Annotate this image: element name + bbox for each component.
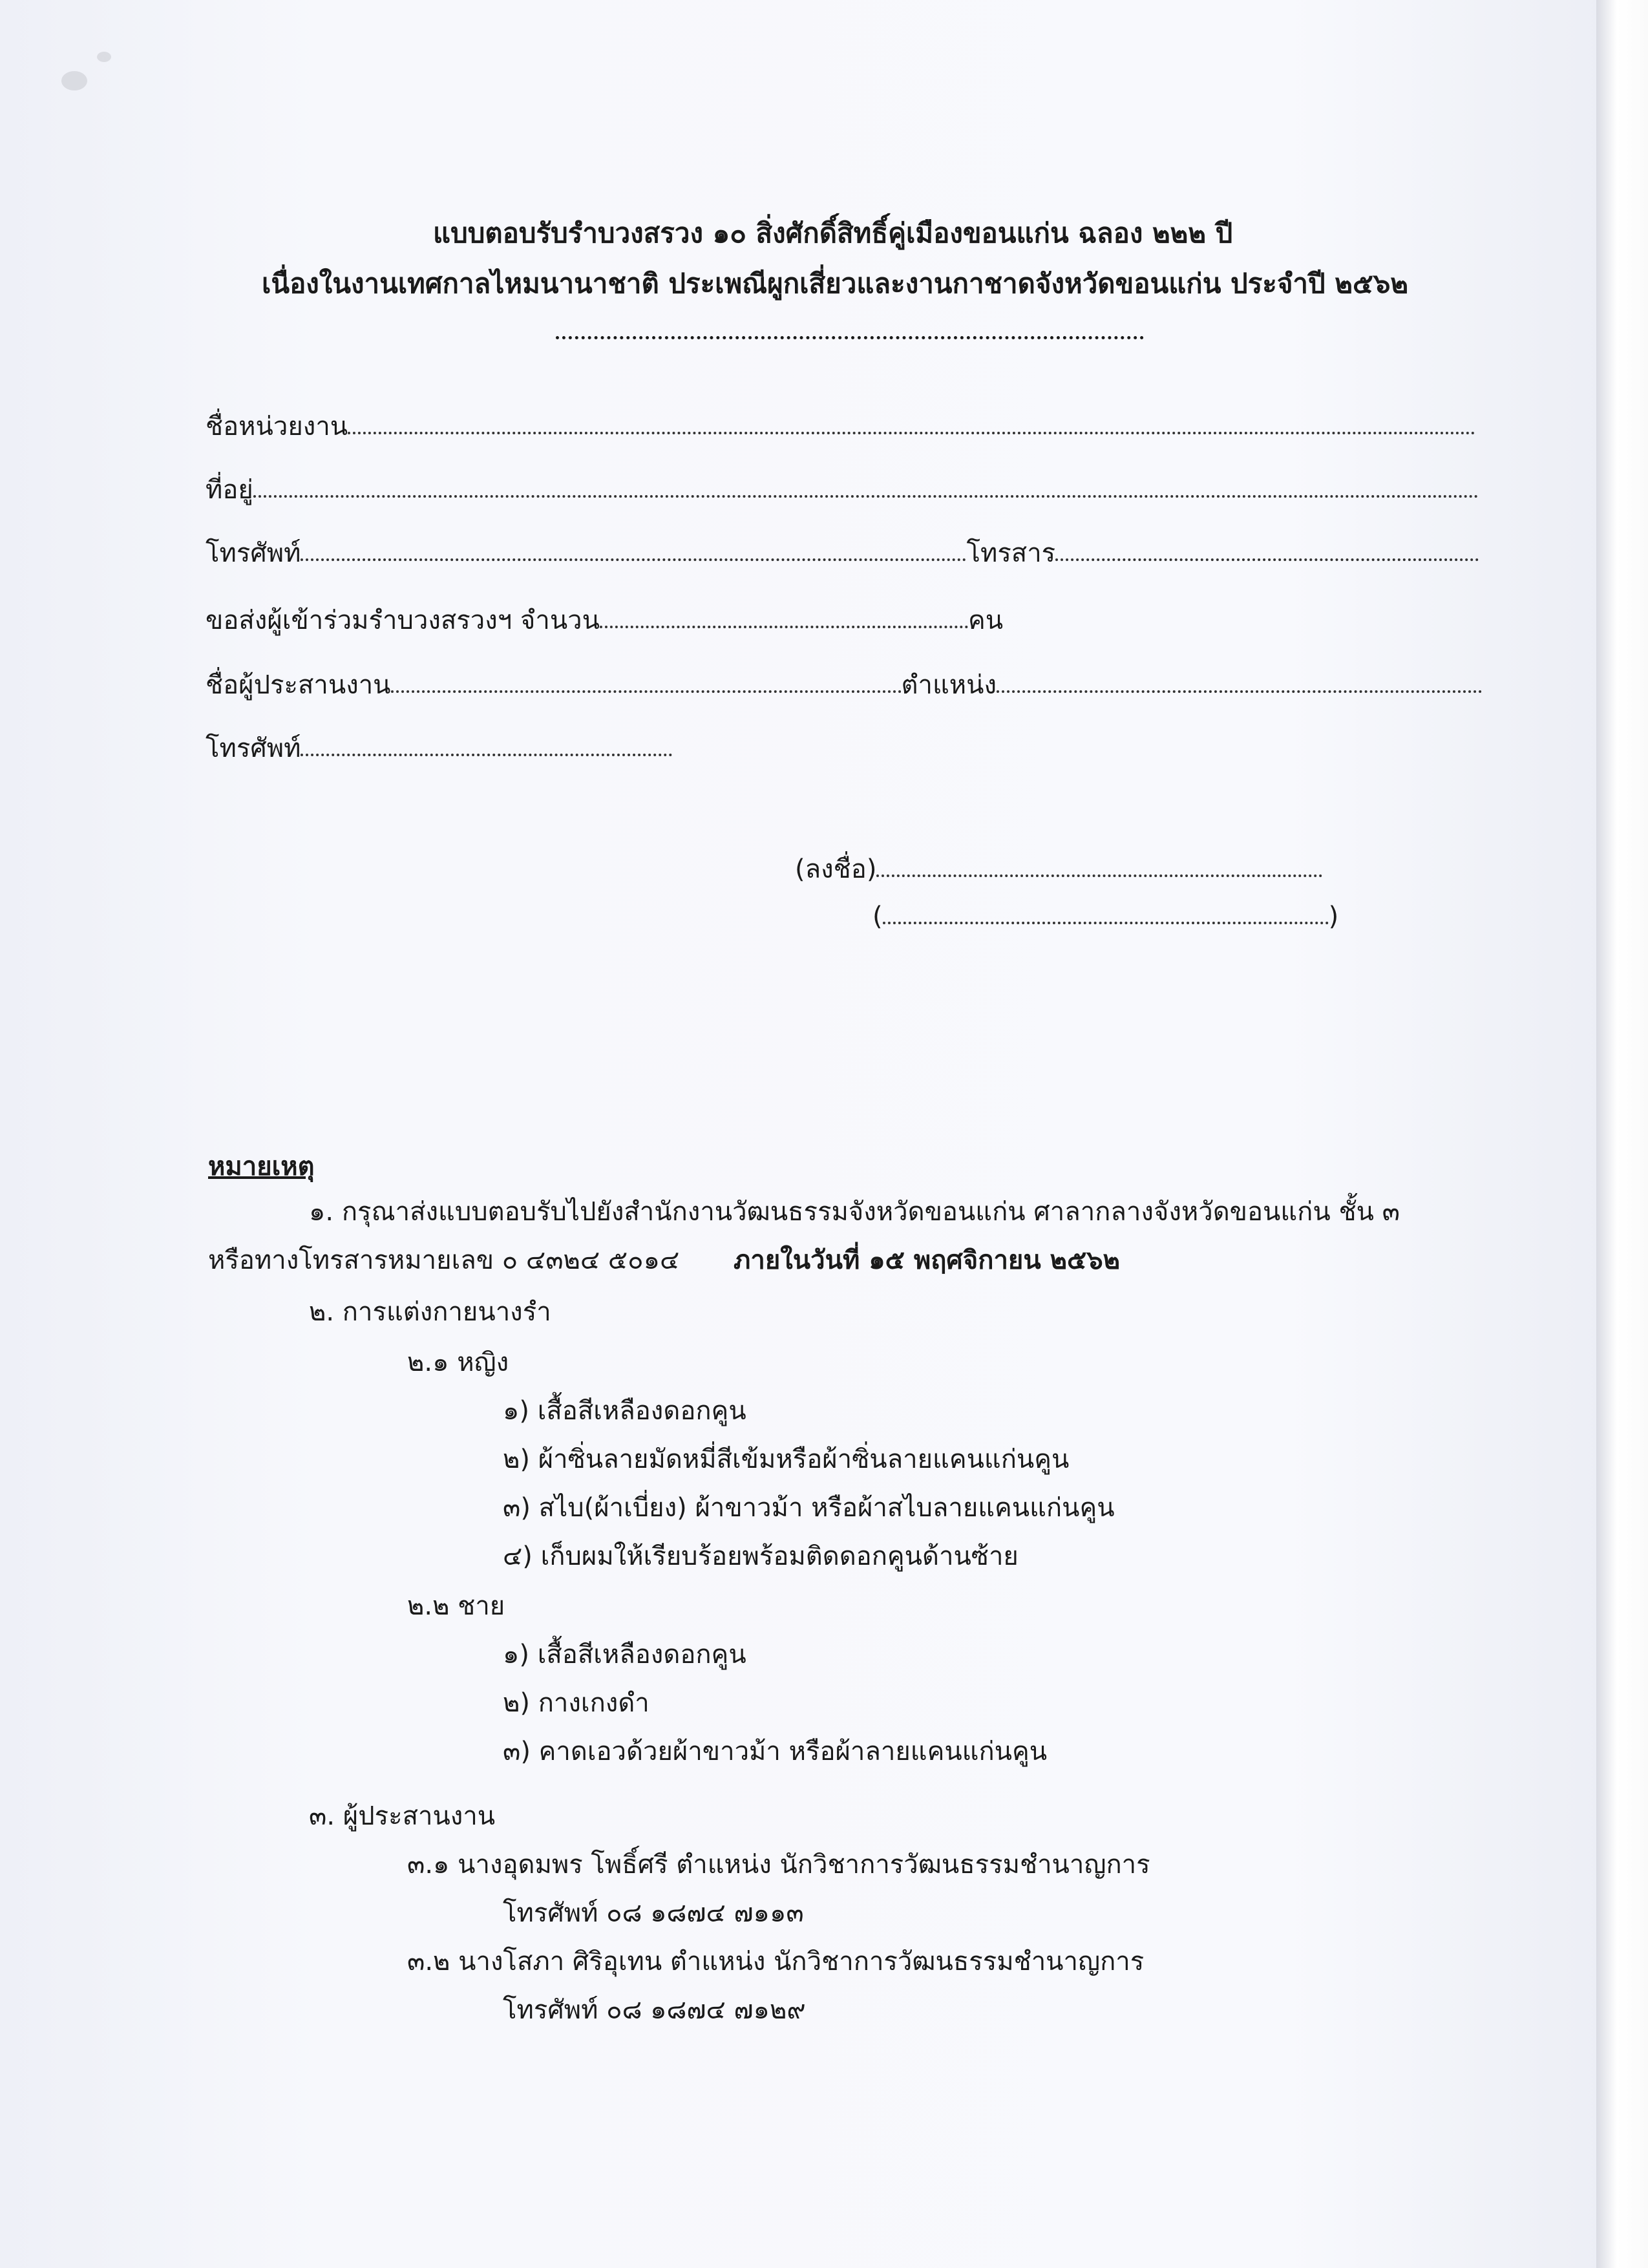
signature-name-field [872, 904, 1338, 929]
note3-heading: ๓. ผู้ประสานงาน [309, 1801, 496, 1831]
signature-name-input-line[interactable] [883, 922, 1329, 924]
scan-speck [97, 52, 111, 62]
note2-1-heading: ๒.๑ หญิง [407, 1348, 509, 1377]
position-input-line[interactable] [997, 690, 1482, 693]
note3-2-phone: โทรศัพท์ ๐๘ ๑๘๗๔ ๗๑๒๙ [503, 1995, 806, 2025]
signature-input-line[interactable] [876, 874, 1322, 877]
paren-close: ) [1328, 902, 1339, 931]
coordinator-field [206, 672, 1482, 698]
address-field [206, 477, 1479, 503]
note2-1-item: ๒) ผ้าซิ่นลายมัดหมี่สีเข้มหรือผ้าซิ่นลายแคนแก่นคูน [503, 1445, 1070, 1474]
participants-field [206, 608, 1003, 633]
phone2-field [206, 736, 672, 761]
signature-label: (ลงชื่อ) [795, 854, 877, 884]
notes-heading: หมายเหตุ [208, 1152, 315, 1182]
note1-line2a: หรือทางโทรสารหมายเลข ๐ ๔๓๒๔ ๕๐๑๔ [208, 1245, 680, 1275]
position-label: ตำแหน่ง [901, 670, 997, 700]
note2-1-item: ๔) เก็บผมให้เรียบร้อยพร้อมติดดอกคูนด้านซ้าย [503, 1542, 1019, 1571]
org-field [206, 414, 1475, 440]
scan-edge [1596, 0, 1648, 2268]
address-input-line[interactable] [253, 495, 1479, 498]
org-label: ชื่อหน่วยงาน [206, 412, 348, 441]
note3-1: ๓.๑ นางอุดมพร โพธิ์ศรี ตำแหน่ง นักวิชาการวัฒนธรรมชำนาญการ [407, 1850, 1150, 1880]
address-label: ที่อยู่ [206, 475, 253, 505]
note2-2-item: ๑) เสื้อสีเหลืองดอกคูน [503, 1640, 746, 1669]
scan-speck [61, 71, 87, 90]
coordinator-input-line[interactable] [391, 690, 902, 693]
signature-field [795, 856, 1322, 882]
participants-unit: คน [967, 606, 1004, 635]
form-title-line1: แบบตอบรับรำบวงสรวง ๑๐ สิ่งศักดิ์สิทธิ์คู่เมืองขอนแก่น ฉลอง ๒๒๒ ปี [433, 217, 1233, 249]
note2-1-item: ๓) สไบ(ผ้าเบี่ยง) ผ้าขาวม้า หรือผ้าสไบลายแคนแก่นคูน [503, 1493, 1115, 1523]
note2-2-heading: ๒.๒ ชาย [407, 1591, 505, 1621]
title-separator [556, 336, 1144, 339]
note1-line1: ๑. กรุณาส่งแบบตอบรับไปยังสำนักงานวัฒนธรรมจังหวัดขอนแก่น ศาลากลางจังหวัดขอนแก่น ชั้น ๓ [309, 1197, 1400, 1227]
paren-open: ( [872, 902, 883, 931]
org-input-line[interactable] [348, 432, 1475, 434]
phone-label: โทรศัพท์ [206, 538, 301, 568]
note1-deadline: ภายในวันที่ ๑๕ พฤศจิกายน ๒๕๖๒ [734, 1245, 1121, 1275]
fax-input-line[interactable] [1055, 558, 1479, 561]
phone2-label: โทรศัพท์ [206, 734, 301, 763]
form-title-line2: เนื่องในงานเทศกาลไหมนานาชาติ ประเพณีผูกเสี่ยวและงานกาชาดจังหวัดขอนแก่น ประจำปี ๒๕๖๒ [262, 268, 1409, 299]
coordinator-label: ชื่อผู้ประสานงาน [206, 670, 391, 700]
note3-1-phone: โทรศัพท์ ๐๘ ๑๘๗๔ ๗๑๑๓ [503, 1898, 804, 1928]
participants-input-line[interactable] [600, 626, 968, 628]
note2-1-item: ๑) เสื้อสีเหลืองดอกคูน [503, 1396, 746, 1426]
fax-label: โทรสาร [966, 538, 1056, 568]
phone2-input-line[interactable] [301, 754, 672, 756]
note3-2: ๓.๒ นางโสภา ศิริอุเทน ตำแหน่ง นักวิชาการวัฒนธรรมชำนาญการ [407, 1947, 1145, 1977]
note2-heading: ๒. การแต่งกายนางรำ [309, 1297, 551, 1327]
participants-label: ขอส่งผู้เข้าร่วมรำบวงสรวงฯ จำนวน [206, 606, 600, 635]
phone-input-line[interactable] [301, 558, 966, 561]
note2-2-item: ๒) กางเกงดำ [503, 1688, 650, 1718]
note2-2-item: ๓) คาดเอวด้วยผ้าขาวม้า หรือผ้าลายแคนแก่นคูน [503, 1737, 1048, 1766]
phone-fax-field [206, 540, 1479, 566]
